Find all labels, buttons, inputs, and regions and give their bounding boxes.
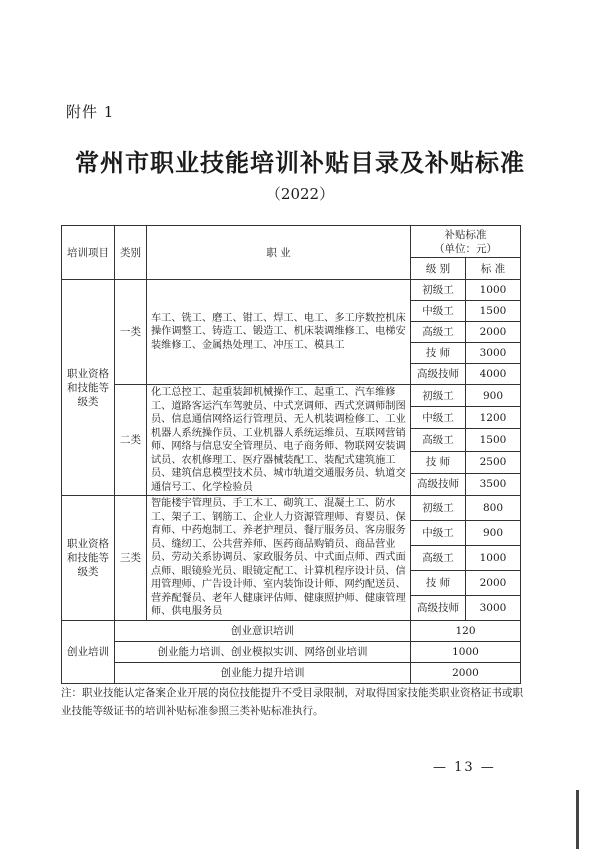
table-row <box>62 280 521 301</box>
level-cell: 高级工 <box>411 429 466 451</box>
occupation-list: 智能楼宇管理员、手工木工、砌筑工、混凝土工、防水工、架子工、钢筋工、企业人力资源管理师、育婴员、保育师、中药炮制工、养老护理员、餐厅服务员、客房服务员、缝纫工、公共营养师、医药商品购销员、商品营业员、劳动关系协调员、家政服务员、中式面点师、西式面点师、眼镜验光员、眼镜定配工、计算机程序设计员、信用管理师、广告设计师、室内装饰设计师、网约配送员、营养配餐员、老年人健康评估师、健康照护师、健康管理师、供电服务员 <box>147 496 411 621</box>
category-cell: 三类 <box>115 496 147 621</box>
page-number: — 13 — <box>433 760 496 775</box>
level-cell: 高级技师 <box>411 364 466 385</box>
occupation-list: 车工、铣工、磨工、钳工、焊工、电工、多工序数控机床操作调整工、铸造工、锻造工、机床装调维修工、电梯安装维修工、金属热处理工、冲压工、模具工 <box>147 280 411 385</box>
header-level: 级 别 <box>411 258 466 280</box>
standard-cell: 2000 <box>466 570 521 595</box>
binding-edge <box>576 790 579 849</box>
standard-cell: 3000 <box>466 595 521 620</box>
level-cell: 中级工 <box>411 301 466 322</box>
training-item: 创业意识培训 <box>115 620 411 641</box>
standard-cell: 4000 <box>466 364 521 385</box>
document-title: 常州市职业技能培训补贴目录及补贴标准 <box>75 148 525 177</box>
standard-cell: 800 <box>466 496 521 521</box>
table-row <box>62 662 521 683</box>
standard-cell: 120 <box>411 620 521 641</box>
standard-cell: 2000 <box>466 322 521 343</box>
level-cell: 技 师 <box>411 343 466 364</box>
standard-cell: 1200 <box>466 407 521 429</box>
header-standard: 标 准 <box>466 258 521 280</box>
standard-cell: 2500 <box>466 451 521 473</box>
standard-cell: 2000 <box>411 662 521 683</box>
level-cell: 初级工 <box>411 496 466 521</box>
standard-cell: 900 <box>466 520 521 545</box>
header-occupation: 职 业 <box>147 226 411 280</box>
header-project: 培训项目 <box>62 226 115 280</box>
header-row <box>62 226 521 258</box>
project-cell: 职业资格和技能等级类 <box>62 496 115 621</box>
standard-cell: 1500 <box>466 429 521 451</box>
standard-cell: 1000 <box>466 280 521 301</box>
table-row <box>62 385 521 407</box>
project-cell: 职业资格和技能等级类 <box>62 280 115 496</box>
level-cell: 中级工 <box>411 407 466 429</box>
standard-cell: 900 <box>466 385 521 407</box>
training-item: 创业能力提升培训 <box>115 662 411 683</box>
header-subsidy-title: 补贴标准 <box>444 228 487 241</box>
level-cell: 初级工 <box>411 385 466 407</box>
header-subsidy-unit: （单位：元） <box>434 242 497 255</box>
occupation-list: 化工总控工、起重装卸机械操作工、起重工、汽车维修工、道路客运汽车驾驶员、中式烹调师、西式烹调师制图员、信息通信网络运行管理员、无人机装调检修工、工业机器人系统操作员、工业机器人系统运维员、互联网营销师、网络与信息安全管理员、电子商务师、物联网安装调试员、农机修理工、医疗器械装配工、装配式建筑施工员、建筑信息模型技术员、城市轨道交通服务员、轨道交通信号工、化学检验员 <box>147 385 411 496</box>
category-cell: 一类 <box>115 280 147 385</box>
level-cell: 高级工 <box>411 545 466 570</box>
table-row <box>62 641 521 662</box>
standard-cell: 3000 <box>466 343 521 364</box>
header-subsidy <box>411 226 521 258</box>
level-cell: 高级技师 <box>411 595 466 620</box>
level-cell: 技 师 <box>411 451 466 473</box>
level-cell: 中级工 <box>411 520 466 545</box>
subsidy-table <box>61 225 521 684</box>
level-cell: 技 师 <box>411 570 466 595</box>
document-year: （2022） <box>265 185 335 203</box>
level-cell: 初级工 <box>411 280 466 301</box>
level-cell: 高级工 <box>411 322 466 343</box>
footnote: 注：职业技能认定备案企业开展的岗位技能提升不受目录限制，对取得国家技能类职业资格证书或职业技能等级证书的培训补贴标准参照三类补贴标准执行。 <box>61 687 523 717</box>
standard-cell: 3500 <box>466 473 521 495</box>
table-row <box>62 620 521 641</box>
category-cell: 二类 <box>115 385 147 496</box>
project-cell: 创业培训 <box>62 620 115 683</box>
table-row <box>62 496 521 521</box>
header-category: 类别 <box>115 226 147 280</box>
standard-cell: 1000 <box>411 641 521 662</box>
training-item: 创业能力培训、创业模拟实训、网络创业培训 <box>115 641 411 662</box>
standard-cell: 1000 <box>466 545 521 570</box>
standard-cell: 1500 <box>466 301 521 322</box>
attachment-label: 附件 1 <box>66 103 115 121</box>
level-cell: 高级技师 <box>411 473 466 495</box>
